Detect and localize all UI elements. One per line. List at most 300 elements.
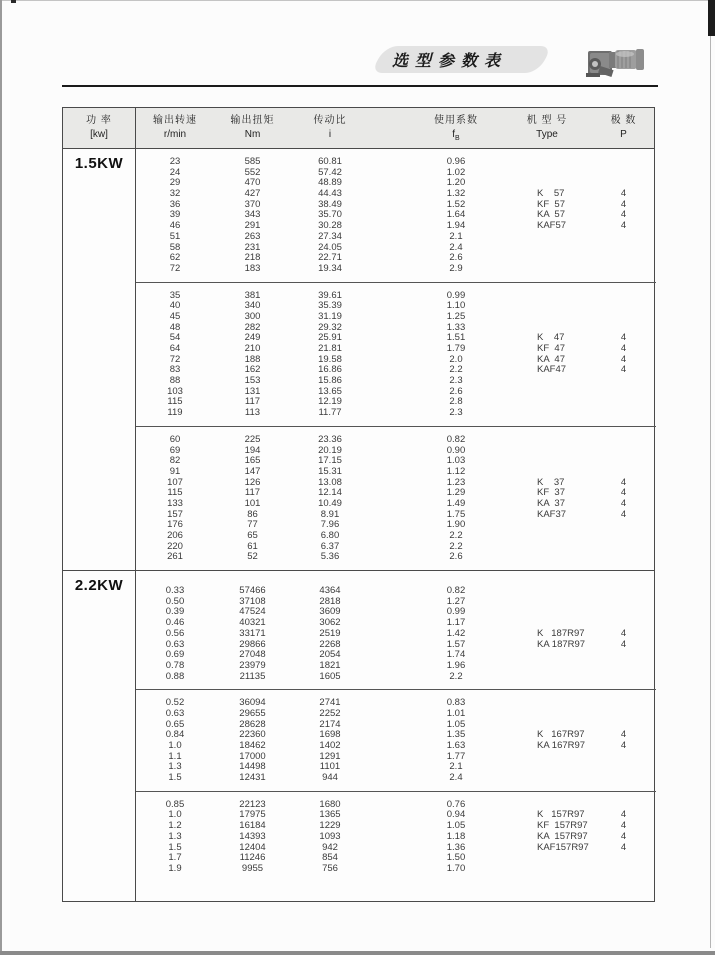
- type-value: [511, 607, 583, 618]
- type-value: [511, 597, 583, 608]
- poles-value: [583, 376, 656, 387]
- torque-value: 381: [244, 289, 261, 301]
- poles-value: [583, 456, 656, 467]
- torque-value: 65: [247, 530, 258, 541]
- poles-value: 4: [620, 497, 627, 509]
- poles-value: 4: [620, 627, 627, 639]
- gear-unit-block: [136, 282, 656, 426]
- poles-value: [583, 446, 656, 457]
- col-header-power: 功 率 [kw]: [63, 108, 136, 148]
- type-value: K 187R97: [537, 627, 585, 639]
- ratio-value: 30.28: [318, 220, 342, 232]
- page-corner-bar: [708, 0, 715, 36]
- service-factor-value: 1.35: [446, 729, 466, 741]
- service-factor-value: 0.99: [446, 606, 466, 618]
- type-value: KF 157R97: [537, 820, 588, 832]
- torque-value: 11246: [239, 852, 266, 864]
- table-row: [136, 323, 656, 334]
- torque-value: 131: [244, 385, 261, 397]
- speed-value: 1.2: [168, 820, 182, 832]
- gear-unit-block: [136, 426, 656, 570]
- ratio-value: 57.42: [318, 166, 342, 178]
- type-value: [511, 456, 583, 467]
- service-factor-value: 2.6: [449, 551, 463, 563]
- speed-value: 0.84: [165, 729, 185, 741]
- ratio-value: 35.39: [318, 300, 342, 312]
- ratio-value: 2519: [319, 627, 341, 639]
- type-value: [511, 253, 583, 264]
- torque-value: 28628: [239, 718, 266, 730]
- speed-value: 91: [169, 465, 181, 477]
- poles-value: [583, 597, 656, 608]
- type-value: [511, 661, 583, 672]
- speed-value: 83: [169, 364, 181, 376]
- torque-value: 117: [244, 487, 261, 499]
- ratio-value: 27.34: [318, 230, 342, 242]
- ratio-value: 756: [322, 862, 338, 874]
- service-factor-value: 2.2: [449, 540, 463, 552]
- service-factor-value: 1.75: [446, 508, 466, 520]
- speed-value: 0.65: [165, 718, 185, 730]
- col-header-speed: 输出转速 r/min: [153, 115, 197, 140]
- speed-value: 0.88: [165, 670, 185, 682]
- poles-value: [583, 672, 656, 683]
- table-row: [136, 752, 656, 763]
- torque-value: 231: [244, 241, 261, 253]
- type-value: K 37: [537, 476, 565, 488]
- poles-value: [583, 853, 656, 864]
- ratio-value: 19.58: [318, 353, 342, 365]
- speed-value: 133: [167, 497, 183, 509]
- table-row: [136, 499, 656, 510]
- page-edge-left: [0, 0, 2, 955]
- type-value: [511, 301, 583, 312]
- ratio-value: 10.49: [318, 497, 342, 509]
- service-factor-value: 2.4: [449, 772, 463, 784]
- service-factor-value: 1.02: [446, 166, 466, 178]
- poles-value: [583, 168, 656, 179]
- torque-value: 40321: [239, 617, 266, 629]
- poles-value: 4: [620, 809, 627, 821]
- service-factor-value: 1.90: [446, 519, 466, 531]
- speed-value: 48: [169, 321, 181, 333]
- type-value: [511, 586, 583, 597]
- speed-value: 157: [167, 508, 183, 520]
- table-row: [136, 446, 656, 457]
- ratio-value: 31.19: [318, 310, 342, 322]
- torque-value: 340: [244, 300, 261, 312]
- service-factor-value: 0.96: [446, 156, 466, 167]
- speed-value: 119: [167, 407, 183, 419]
- table-row: [136, 650, 656, 661]
- type-value: KAF37: [537, 508, 567, 520]
- ratio-value: 2174: [319, 718, 341, 730]
- speed-value: 72: [169, 353, 181, 365]
- torque-value: 22123: [239, 798, 266, 810]
- page-edge-top: [0, 0, 715, 1]
- torque-value: 225: [244, 433, 261, 445]
- torque-value: 12431: [239, 772, 266, 784]
- ratio-value: 29.32: [318, 321, 342, 333]
- poles-value: 4: [620, 508, 627, 520]
- speed-value: 0.39: [165, 606, 185, 618]
- speed-value: 0.52: [165, 697, 185, 709]
- speed-value: 1.5: [168, 772, 182, 784]
- gear-unit-block: [136, 689, 656, 791]
- table-row: [136, 762, 656, 773]
- type-value: [511, 387, 583, 398]
- type-value: [511, 752, 583, 763]
- poles-value: [583, 618, 656, 629]
- poles-value: [583, 408, 656, 419]
- speed-value: 1.9: [168, 862, 182, 874]
- type-value: [511, 864, 583, 875]
- poles-value: [583, 586, 656, 597]
- poles-value: [583, 323, 656, 334]
- poles-value: [583, 531, 656, 542]
- torque-value: 210: [244, 343, 261, 354]
- ratio-value: 2741: [319, 697, 341, 709]
- torque-value: 218: [244, 252, 261, 264]
- torque-value: 16184: [239, 820, 266, 832]
- service-factor-value: 1.05: [446, 820, 466, 832]
- torque-value: 17000: [239, 750, 266, 762]
- service-factor-value: 2.1: [449, 761, 463, 773]
- table-row: [136, 376, 656, 387]
- ratio-blocks: [136, 149, 656, 570]
- service-factor-value: 1.49: [446, 497, 466, 509]
- torque-value: 343: [244, 209, 261, 221]
- ratio-value: 4364: [319, 585, 341, 597]
- speed-value: 72: [169, 262, 181, 274]
- type-value: [511, 376, 583, 387]
- table-row: [136, 586, 656, 597]
- table-row: [136, 520, 656, 531]
- service-factor-value: 2.2: [449, 364, 463, 376]
- poles-value: [583, 301, 656, 312]
- service-factor-value: 1.05: [446, 718, 466, 730]
- torque-value: 291: [244, 220, 261, 232]
- service-factor-value: 1.10: [446, 300, 466, 312]
- table-row: [136, 698, 656, 709]
- gearmotor-image: [585, 42, 647, 82]
- poles-value: [583, 864, 656, 875]
- table-row: [136, 210, 656, 221]
- torque-value: 33171: [239, 627, 266, 639]
- table-row: [136, 488, 656, 499]
- service-factor-value: 2.6: [449, 252, 463, 264]
- ratio-value: 15.86: [318, 375, 342, 387]
- speed-value: 1.0: [168, 809, 182, 821]
- table-row: [136, 355, 656, 366]
- torque-value: 427: [244, 188, 261, 200]
- poles-value: 4: [620, 353, 627, 365]
- table-row: [136, 253, 656, 264]
- type-value: KA 167R97: [537, 740, 586, 751]
- speed-value: 1.3: [168, 830, 182, 842]
- ratio-value: 2252: [319, 707, 341, 719]
- poles-value: [583, 773, 656, 784]
- torque-value: 52: [247, 551, 258, 563]
- table-row: [136, 853, 656, 864]
- service-factor-value: 0.99: [446, 289, 466, 301]
- speed-value: 88: [169, 375, 181, 387]
- service-factor-value: 0.90: [446, 444, 466, 456]
- torque-value: 162: [244, 364, 261, 376]
- type-value: K 167R97: [537, 729, 585, 741]
- poles-value: [583, 552, 656, 563]
- ratio-value: 13.08: [318, 476, 342, 488]
- ratio-value: 1101: [319, 761, 341, 773]
- torque-value: 249: [244, 332, 261, 344]
- ratio-value: 3062: [319, 617, 341, 629]
- ratio-value: 1605: [319, 670, 341, 682]
- poles-value: [583, 243, 656, 254]
- poles-value: [583, 661, 656, 672]
- torque-value: 552: [244, 166, 261, 178]
- col-header-type: 机 型 号 Type: [526, 115, 568, 140]
- poles-value: [583, 650, 656, 661]
- poles-value: [583, 607, 656, 618]
- service-factor-value: 1.03: [446, 455, 466, 467]
- speed-value: 64: [169, 343, 181, 354]
- type-value: KA 187R97: [537, 638, 586, 650]
- header-rule: [62, 85, 658, 87]
- ratio-value: 13.65: [318, 385, 342, 397]
- speed-value: 24: [169, 166, 181, 178]
- ratio-value: 15.31: [318, 465, 342, 477]
- poles-value: [583, 435, 656, 446]
- poles-value: [583, 709, 656, 720]
- speed-value: 0.56: [165, 627, 185, 639]
- table-row: [136, 200, 656, 211]
- type-value: [511, 312, 583, 323]
- table-row: [136, 456, 656, 467]
- service-factor-value: 1.32: [446, 188, 466, 200]
- service-factor-value: 1.63: [446, 740, 466, 751]
- ratio-value: 7.96: [320, 519, 340, 531]
- table-row: [136, 773, 656, 784]
- speed-value: 36: [169, 198, 181, 210]
- torque-value: 61: [247, 540, 258, 552]
- ratio-value: 44.43: [318, 188, 342, 200]
- type-value: [511, 853, 583, 864]
- ratio-value: 35.70: [318, 209, 342, 221]
- poles-value: 4: [620, 487, 627, 499]
- ratio-value: 17.15: [318, 455, 342, 467]
- torque-value: 29866: [239, 638, 266, 650]
- type-value: KF 47: [537, 343, 565, 354]
- page-edge-bottom: [0, 951, 715, 955]
- ratio-value: 1402: [319, 740, 341, 751]
- torque-value: 165: [244, 455, 261, 467]
- type-value: [511, 698, 583, 709]
- ratio-value: 8.91: [320, 508, 340, 520]
- torque-value: 470: [244, 177, 261, 189]
- type-value: [511, 531, 583, 542]
- poles-value: [583, 762, 656, 773]
- type-value: [511, 552, 583, 563]
- torque-value: 370: [244, 198, 261, 210]
- torque-value: 12404: [239, 841, 266, 853]
- service-factor-value: 1.36: [446, 841, 466, 853]
- speed-value: 60: [169, 433, 181, 445]
- power-section: [63, 570, 654, 901]
- speed-value: 261: [167, 551, 183, 563]
- table-row: [136, 189, 656, 200]
- speed-value: 35: [169, 289, 181, 301]
- ratio-value: 1698: [319, 729, 341, 741]
- poles-value: [583, 264, 656, 275]
- type-value: [511, 520, 583, 531]
- poles-value: [583, 397, 656, 408]
- table-row: [136, 221, 656, 232]
- service-factor-value: 2.9: [449, 262, 463, 274]
- torque-value: 29655: [239, 707, 266, 719]
- service-factor-value: 1.18: [446, 830, 466, 842]
- service-factor-value: 2.2: [449, 670, 463, 682]
- speed-value: 54: [169, 332, 181, 344]
- type-value: [511, 157, 583, 168]
- service-factor-value: 1.79: [446, 343, 466, 354]
- torque-value: 300: [244, 310, 261, 322]
- type-value: KAF157R97: [537, 841, 589, 853]
- service-factor-value: 0.82: [446, 433, 466, 445]
- torque-value: 47524: [239, 606, 266, 618]
- type-value: [511, 446, 583, 457]
- type-value: KA 37: [537, 497, 565, 509]
- page-corner-tick: [11, 0, 16, 3]
- poles-value: [583, 253, 656, 264]
- torque-value: 86: [247, 508, 258, 520]
- ratio-value: 39.61: [318, 289, 342, 301]
- poles-value: [583, 720, 656, 731]
- service-factor-value: 2.3: [449, 407, 463, 419]
- service-factor-value: 1.74: [446, 649, 466, 661]
- poles-value: [583, 698, 656, 709]
- table-row: [136, 344, 656, 355]
- type-value: [511, 709, 583, 720]
- table-row: [136, 467, 656, 478]
- service-factor-value: 0.94: [446, 809, 466, 821]
- table-row: [136, 843, 656, 854]
- table-row: [136, 542, 656, 553]
- speed-value: 29: [169, 177, 181, 189]
- type-value: [511, 435, 583, 446]
- speed-value: 62: [169, 252, 181, 264]
- speed-value: 82: [169, 455, 181, 467]
- type-value: KA 47: [537, 353, 565, 365]
- poles-value: [583, 520, 656, 531]
- service-factor-value: 1.77: [446, 750, 466, 762]
- speed-value: 69: [169, 444, 181, 456]
- ratio-value: 2054: [319, 649, 341, 661]
- service-factor-value: 1.25: [446, 310, 466, 322]
- speed-value: 115: [167, 396, 183, 408]
- table-row: [136, 232, 656, 243]
- service-factor-value: 1.33: [446, 321, 466, 333]
- service-factor-value: 2.0: [449, 353, 463, 365]
- type-value: [511, 672, 583, 683]
- type-value: KF 57: [537, 198, 565, 210]
- gear-unit-block: [136, 791, 656, 901]
- ratio-value: 944: [322, 772, 338, 784]
- col-header-ratio: 传动比 i: [313, 115, 347, 140]
- speed-value: 0.33: [165, 585, 185, 597]
- torque-value: 101: [244, 497, 261, 509]
- table-header: [63, 108, 654, 149]
- table-row: [136, 640, 656, 651]
- speed-value: 0.78: [165, 659, 185, 671]
- table-row: [136, 510, 656, 521]
- type-value: KAF57: [537, 220, 567, 232]
- speed-value: 115: [167, 487, 183, 499]
- speed-value: 58: [169, 241, 181, 253]
- table-row: [136, 178, 656, 189]
- table-row: [136, 661, 656, 672]
- torque-value: 36094: [239, 697, 266, 709]
- type-value: K 157R97: [537, 809, 585, 821]
- poles-value: 4: [620, 209, 627, 221]
- table-row: [136, 709, 656, 720]
- poles-value: 4: [620, 364, 627, 376]
- speed-value: 220: [167, 540, 183, 552]
- ratio-value: 23.36: [318, 433, 342, 445]
- selection-table: [62, 107, 655, 902]
- poles-value: 4: [620, 188, 627, 200]
- table-row: [136, 333, 656, 344]
- type-value: [511, 264, 583, 275]
- type-value: KF 37: [537, 487, 565, 499]
- ratio-value: 38.49: [318, 198, 342, 210]
- col-header-torque: 输出扭矩 Nm: [230, 115, 275, 140]
- type-value: K 57: [537, 188, 565, 200]
- ratio-value: 1680: [319, 798, 341, 810]
- gear-unit-block: [136, 571, 656, 689]
- type-value: KA 57: [537, 209, 565, 221]
- ratio-value: 2818: [319, 595, 341, 607]
- speed-value: 0.63: [165, 638, 185, 650]
- type-value: [511, 762, 583, 773]
- speed-value: 1.3: [168, 761, 182, 773]
- type-value: [511, 397, 583, 408]
- page-title: 选型参数表: [392, 53, 508, 70]
- power-label: 2.2KW: [63, 571, 136, 901]
- torque-value: 77: [247, 519, 258, 531]
- poles-value: [583, 387, 656, 398]
- table-row: [136, 301, 656, 312]
- table-row: [136, 478, 656, 489]
- type-value: [511, 408, 583, 419]
- ratio-value: 1093: [319, 830, 341, 842]
- ratio-value: 5.36: [320, 551, 340, 563]
- torque-value: 585: [244, 156, 261, 167]
- speed-value: 45: [169, 310, 181, 322]
- ratio-value: 2268: [319, 638, 341, 650]
- table-row: [136, 607, 656, 618]
- speed-value: 176: [167, 519, 183, 531]
- service-factor-value: 1.50: [446, 852, 466, 864]
- service-factor-value: 1.42: [446, 627, 466, 639]
- service-factor-value: 2.8: [449, 396, 463, 408]
- ratio-value: 25.91: [318, 332, 342, 344]
- ratio-value: 12.19: [318, 396, 342, 408]
- service-factor-value: 0.82: [446, 585, 466, 597]
- type-value: K 47: [537, 332, 565, 344]
- service-factor-value: 0.83: [446, 697, 466, 709]
- torque-value: 282: [244, 321, 261, 333]
- poles-value: 4: [620, 820, 627, 832]
